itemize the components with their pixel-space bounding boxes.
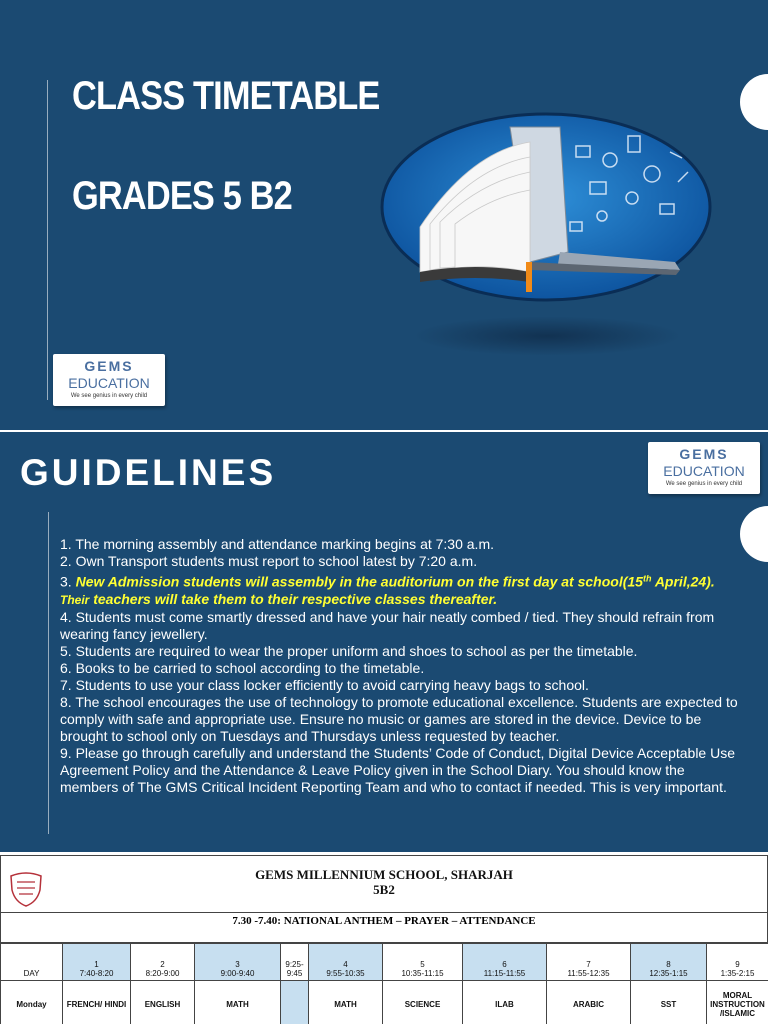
period-time: DAY bbox=[23, 969, 40, 978]
subject-cell: MATH bbox=[195, 981, 281, 1024]
logo-word: EDUCATION bbox=[68, 375, 150, 391]
guideline-item: 1. The morning assembly and attendance marking begins at 7:30 a.m. bbox=[60, 536, 494, 552]
period-number: 8 bbox=[666, 960, 671, 969]
guideline-item: 8. The school encourages the use of technology to promote educational excellence. Students are expected to comply with safe and appropriate use. Ensure no music or games are stored in the device. Device to be brought to school only on Tuesdays and Thursdays unless requested by teacher. bbox=[60, 693, 738, 744]
period-time: 9:45 bbox=[286, 969, 303, 978]
table-header-row bbox=[1, 944, 768, 981]
period-number: 5 bbox=[420, 960, 425, 969]
guidelines-title: GUIDELINES bbox=[20, 452, 277, 493]
column-header bbox=[383, 944, 463, 981]
guideline-item: 7. Students to use your class locker efficiently to avoid carrying heavy bags to school. bbox=[60, 676, 589, 693]
subject-cell: ARABIC bbox=[547, 981, 631, 1024]
guideline-item-highlight: 3. New Admission students will assembly in the auditorium on the first day at school(15th April,24). Their teachers will take them to their respective classes thereafter. bbox=[60, 573, 715, 607]
timetable-table bbox=[0, 943, 768, 1024]
illustration-shadow bbox=[412, 316, 682, 356]
timetable-header bbox=[0, 855, 768, 913]
period-time: 1:35-2:15 bbox=[720, 969, 755, 978]
grade-title: GRADES 5 B2 bbox=[72, 174, 292, 218]
guideline-item: 4. Students must come smartly dressed and have your hair neatly combed / tied. They should refrain from wearing fancy jewellery. bbox=[60, 608, 715, 642]
guidelines-list bbox=[60, 536, 740, 796]
period-number: 6 bbox=[502, 960, 507, 969]
subject-cell: ILAB bbox=[463, 981, 547, 1024]
guidelines-slide bbox=[0, 432, 768, 852]
divider-line bbox=[47, 80, 48, 400]
period-time: 7:40-8:20 bbox=[79, 969, 114, 978]
subject-cell: SCIENCE bbox=[383, 981, 463, 1024]
day-cell: Monday bbox=[1, 981, 63, 1024]
decorative-circle bbox=[740, 74, 768, 130]
gems-logo bbox=[648, 442, 760, 494]
cover-slide bbox=[0, 0, 768, 430]
subject-cell bbox=[281, 981, 309, 1024]
column-header bbox=[547, 944, 631, 981]
period-number: 3 bbox=[235, 960, 240, 969]
page-title: CLASS TIMETABLE bbox=[72, 74, 380, 118]
period-time: 12:35-1:15 bbox=[649, 969, 688, 978]
period-time: 10:35-11:15 bbox=[401, 969, 444, 978]
book-laptop-illustration bbox=[380, 112, 712, 302]
period-time: 11:55-12:35 bbox=[567, 969, 610, 978]
guideline-item: 6. Books to be carried to school according to the timetable. bbox=[60, 659, 425, 676]
column-header bbox=[707, 944, 768, 981]
period-time: 8:20-9:00 bbox=[145, 969, 180, 978]
subject-cell: SST bbox=[631, 981, 707, 1024]
logo-mark: GEMS bbox=[679, 446, 729, 462]
column-header bbox=[1, 944, 63, 981]
guideline-item: 5. Students are required to wear the proper uniform and shoes to school as per the timetable. bbox=[60, 642, 638, 659]
anthem-row: 7.30 -7.40: NATIONAL ANTHEM – PRAYER – ATTENDANCE bbox=[0, 913, 768, 943]
logo-tagline: We see genius in every child bbox=[665, 481, 743, 487]
period-number: 9:25- bbox=[285, 960, 304, 969]
logo-mark: GEMS bbox=[84, 358, 134, 374]
column-header bbox=[309, 944, 383, 981]
logo-word: EDUCATION bbox=[663, 463, 745, 479]
period-time: 11:15-11:55 bbox=[483, 969, 526, 978]
column-header bbox=[631, 944, 707, 981]
period-time: 9:55-10:35 bbox=[326, 969, 365, 978]
column-header bbox=[281, 944, 309, 981]
class-name: 5B2 bbox=[373, 882, 395, 897]
period-number: 7 bbox=[586, 960, 591, 969]
period-number: 2 bbox=[160, 960, 165, 969]
guideline-item: 9. Please go through carefully and understand the Students’ Code of Conduct, Digital Device Acceptable Use Agreement Policy and the Attendance & Leave Policy given in the School Diary. You should know the members of The GMS Critical Incident Reporting Team and who to contact if needed. This is very important. bbox=[60, 744, 736, 795]
timetable-slide bbox=[0, 855, 768, 1024]
subject-cell: FRENCH/ HINDI bbox=[63, 981, 131, 1024]
period-number: 1 bbox=[94, 960, 99, 969]
guideline-item: 2. Own Transport students must report to school latest by 7:20 a.m. bbox=[60, 553, 478, 569]
logo-tagline: We see genius in every child bbox=[70, 393, 148, 399]
column-header bbox=[195, 944, 281, 981]
table-row bbox=[1, 981, 768, 1024]
period-number: 4 bbox=[343, 960, 348, 969]
subject-cell: MATH bbox=[309, 981, 383, 1024]
column-header bbox=[463, 944, 547, 981]
column-header bbox=[131, 944, 195, 981]
gems-logo bbox=[53, 354, 165, 406]
subject-cell: ENGLISH bbox=[131, 981, 195, 1024]
school-name: GEMS MILLENNIUM SCHOOL, SHARJAH bbox=[255, 867, 513, 882]
subject-cell: MORAL INSTRUCTION /ISLAMIC bbox=[707, 981, 768, 1024]
column-header bbox=[63, 944, 131, 981]
period-time: 9:00-9:40 bbox=[220, 969, 255, 978]
period-number: 9 bbox=[735, 960, 740, 969]
